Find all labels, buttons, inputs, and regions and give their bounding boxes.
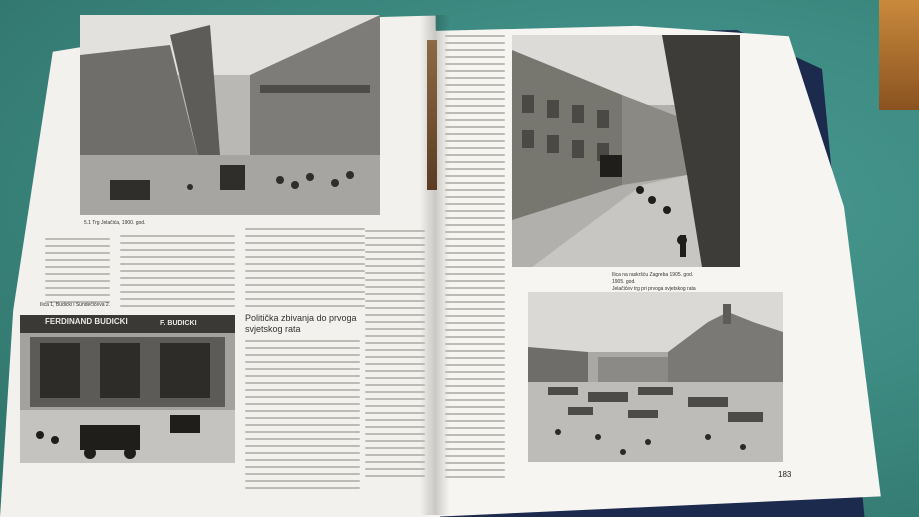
photo-caption-bottom-left: Ilica 1, Budicki i Sundečićeva 2. [40, 302, 111, 308]
text-column-6 [445, 35, 505, 495]
photo-street-square [80, 15, 380, 215]
photo-caption-top-right-line1: Ilica na raskršću Zagreba 1905. god. [612, 272, 694, 278]
shop-sign-right: F. BUDICKI [160, 320, 197, 327]
photo-caption-top-left: 5.1 Trg Jelačića, 1900. god. [84, 220, 146, 226]
photo-market-square [528, 292, 783, 462]
photo-budicki-shop [20, 315, 235, 463]
photo-caption-top-right-line2: 1905. god. [612, 279, 636, 285]
page-edge-photo-strip [427, 40, 437, 190]
section-heading-line2: svjetskog rata [245, 324, 301, 334]
text-column-4 [245, 340, 360, 500]
text-column-3 [245, 228, 365, 313]
photo-ilica-street [512, 35, 740, 267]
photo-caption-bottom-right: Jelačićev trg pri prvoga svjetskog rata [612, 286, 696, 292]
page-number: 183 [778, 470, 792, 479]
text-column-2 [120, 235, 235, 310]
text-column-5 [365, 230, 425, 500]
shop-sign-left: FERDINAND BUDICKI [45, 317, 128, 326]
text-column-1 [45, 238, 110, 308]
section-heading-line1: Politička zbivanja do prvoga [245, 313, 357, 323]
